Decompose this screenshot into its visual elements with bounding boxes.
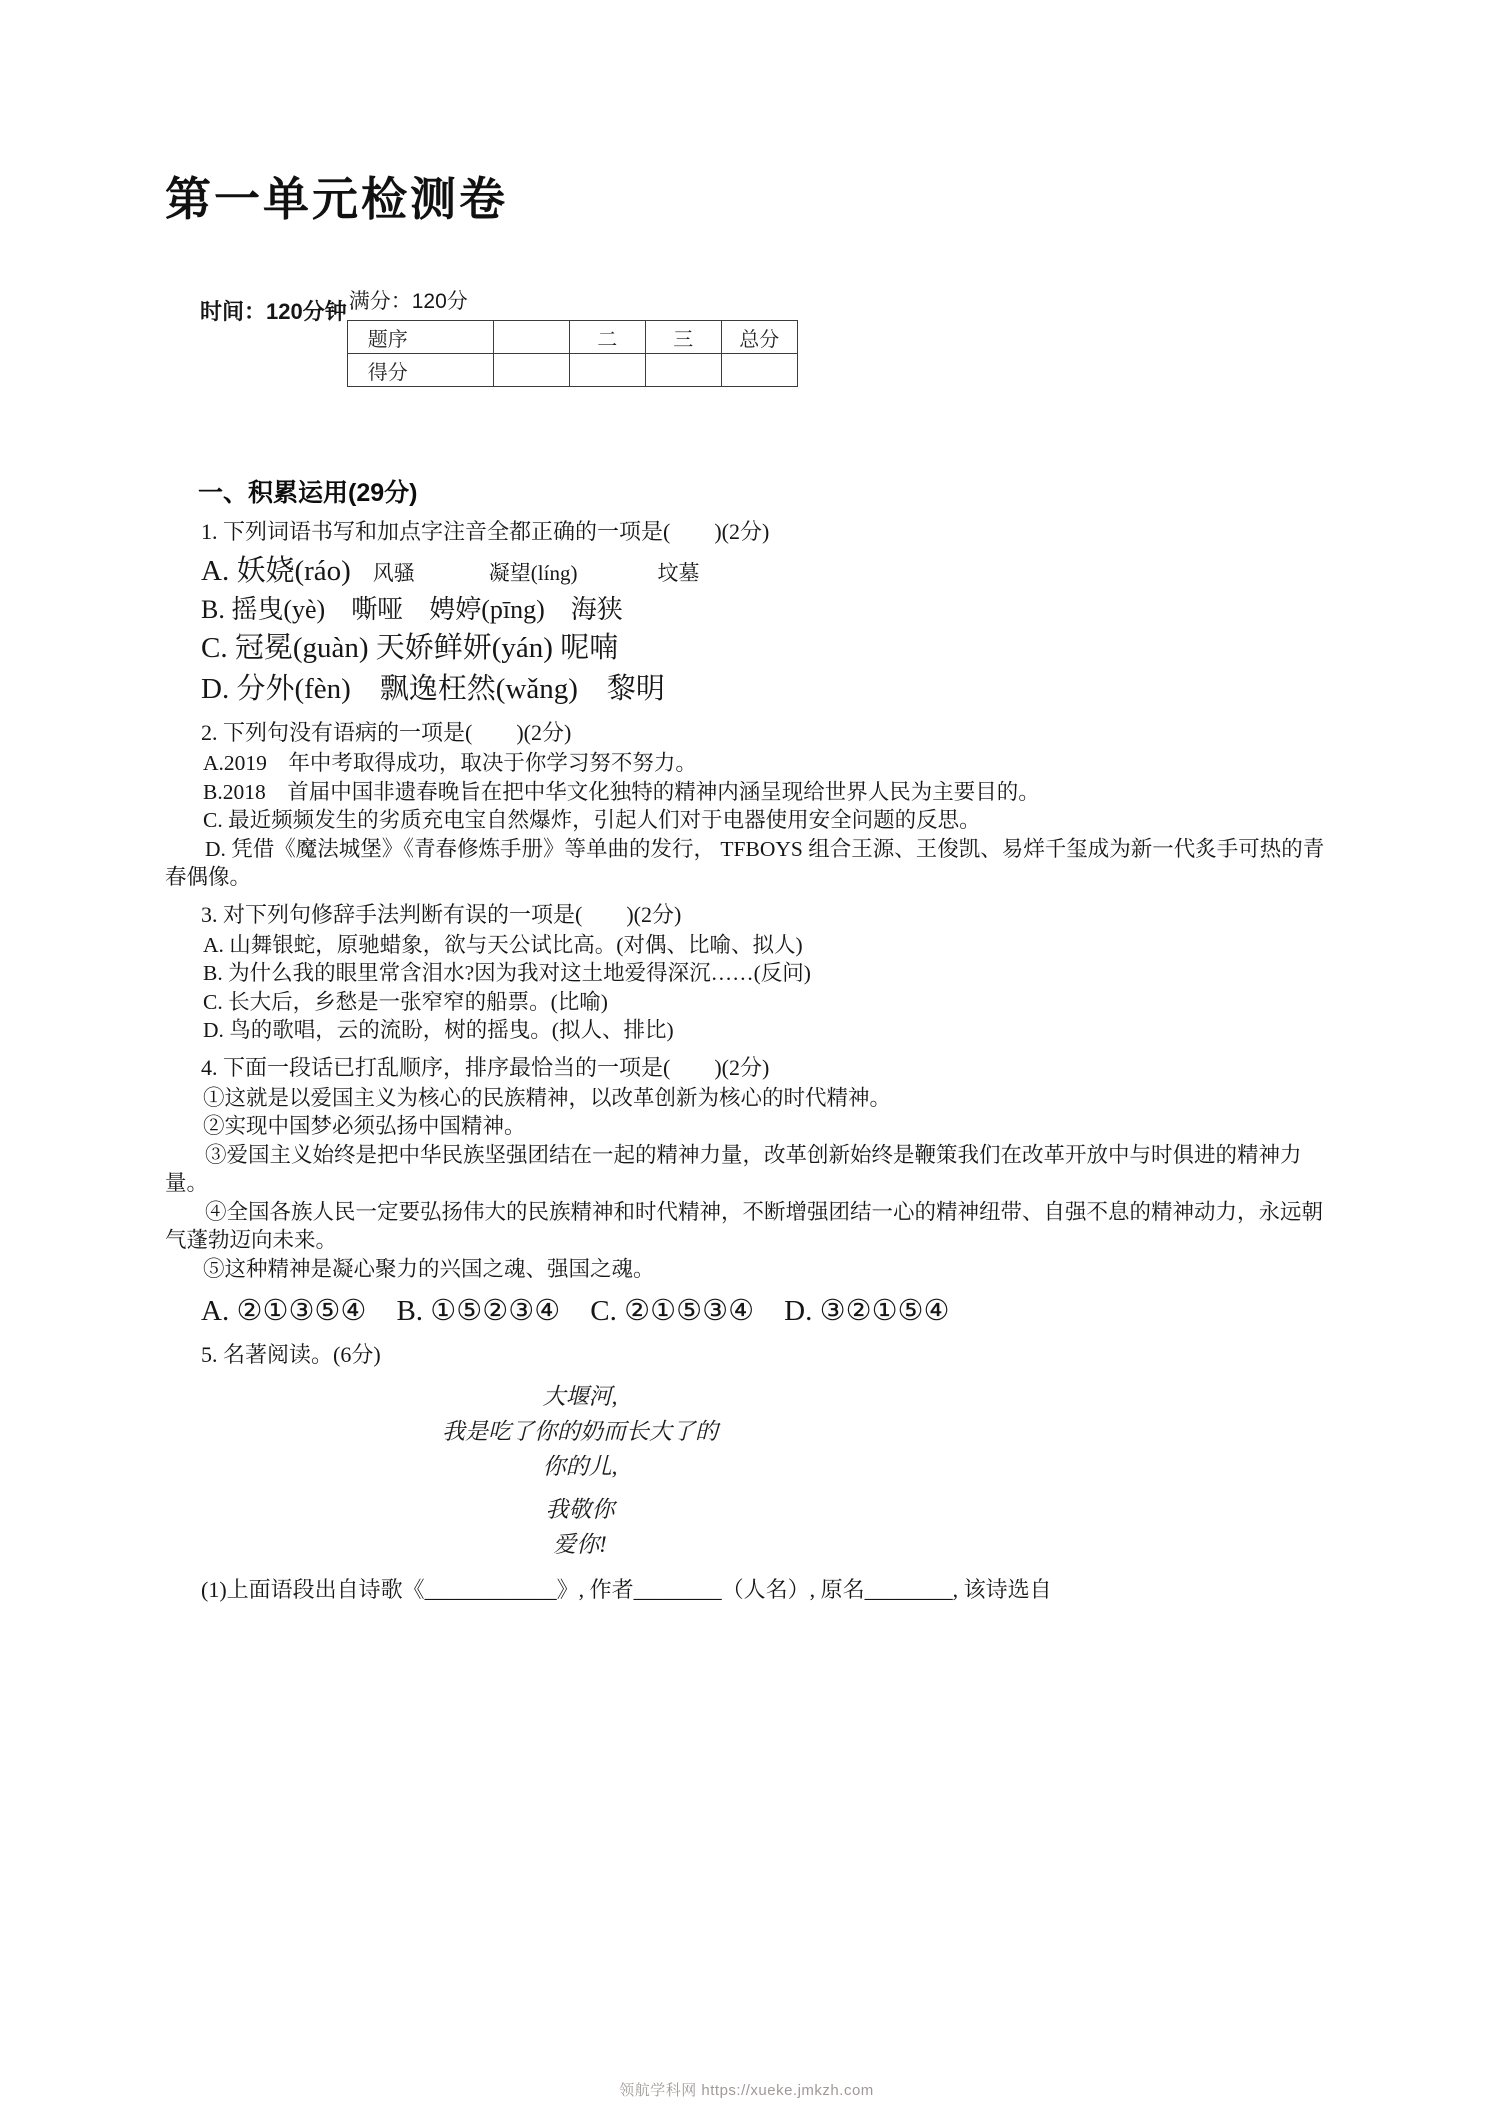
q5-stem: 5. 名著阅读。(6分)	[201, 1342, 381, 1367]
q4-choice-b: B. ①⑤②③④	[396, 1295, 561, 1327]
score-table	[347, 320, 798, 387]
cell-total: 总分	[721, 321, 797, 354]
cell-score-two	[569, 354, 645, 387]
q4-answer-choices	[165, 1290, 1335, 1332]
q4-sentence-5: ⑤这种精神是凝心聚力的兴国之魂、强国之魂。	[203, 1256, 655, 1281]
q2-option-a: A.2019 年中考取得成功，取决于你学习努不努力。	[203, 751, 697, 775]
cell-score-total	[721, 354, 797, 387]
q5-poem-excerpt	[165, 1379, 995, 1562]
q3-option-a: A. 山舞银蛇，原驰蜡象，欲与天公试比高。(对偶、比喻、拟人)	[203, 932, 803, 957]
q4-sentence-3: ③爱国主义始终是把中华民族坚强团结在一起的精神力量，改革创新始终是鞭策我们在改革开放中与时俱进的精神力量。	[165, 1142, 1302, 1195]
score-table-score-row	[347, 354, 797, 387]
poem-line: 我是吃了你的奶而长大了的	[442, 1419, 718, 1444]
time-limit-label: 时间：120分钟	[200, 299, 347, 324]
section-one-heading: 一、积累运用(29分)	[198, 479, 418, 507]
q4-choice-c: C. ②①⑤③④	[590, 1295, 755, 1327]
exam-meta-row	[165, 285, 1335, 387]
q4-sentence-4: ④全国各族人民一定要弘扬伟大的民族精神和时代精神，不断增强团结一心的精神纽带、自强不息的精神动力，永远朝气蓬勃迈向未来。	[165, 1199, 1324, 1252]
q3-option-c: C. 长大后，乡愁是一张窄窄的船票。(比喻)	[203, 989, 608, 1014]
score-area	[347, 285, 798, 387]
q3-option-d: D. 鸟的歌唱，云的流盼，树的摇曳。(拟人、排比)	[203, 1018, 674, 1042]
cell-question-order: 题序	[347, 321, 493, 354]
poem-line: 大堰河,	[542, 1384, 618, 1409]
q3-stem: 3. 对下列句修辞手法判断有误的一项是( )(2分)	[201, 901, 682, 927]
q4-sentence-2: ②实现中国梦必须弘扬中国精神。	[203, 1114, 526, 1138]
page-title: 第一单元检测卷	[165, 173, 508, 225]
watermark-footer: 领航学科网 https://xueke.jmkzh.com	[619, 2082, 874, 2099]
q2-option-d: D. 凭借《魔法城堡》《青春修炼手册》等单曲的发行， TFBOYS 组合王源、王俊凯、易烊千玺成为新一代炙手可热的青春偶像。	[165, 836, 1325, 889]
q4-sentence-1: ①这就是以爱国主义为核心的民族精神，以改革创新为核心的时代精神。	[203, 1085, 892, 1110]
q1-option-c: C. 冠冕(guàn) 天娇鲜妍(yán) 呢喃	[201, 632, 619, 664]
q2-option-b: B.2018 首届中国非遗春晚旨在把中华文化独特的精神内涵呈现给世界人民为主要目的。	[203, 779, 1040, 804]
q1-option-a	[165, 551, 1335, 591]
poem-line: 我敬你	[545, 1497, 615, 1522]
score-table-header-row	[347, 321, 797, 354]
cell-part-two: 二	[569, 321, 645, 354]
cell-score-one	[493, 354, 569, 387]
q1-option-a-word: 凝望(líng)	[488, 561, 578, 585]
full-score-label: 满分：120分	[348, 290, 468, 313]
q1-option-a-word: 坟墓	[657, 561, 700, 585]
cell-score-label: 得分	[347, 354, 493, 387]
q4-choice-d: D. ③②①⑤④	[784, 1295, 950, 1327]
poem-line: 你的儿,	[542, 1454, 618, 1479]
q5-sub-question-1: (1)上面语段出自诗歌《____________》, 作者________（人名）, 原名________, 该诗选自	[201, 1577, 1052, 1602]
q4-choice-a: A. ②①③⑤④	[201, 1295, 367, 1327]
q3-option-b: B. 为什么我的眼里常含泪水?因为我对这土地爱得深沉……(反问)	[203, 961, 811, 985]
cell-part-one	[493, 321, 569, 354]
q4-stem: 4. 下面一段话已打乱顺序，排序最恰当的一项是( )(2分)	[201, 1054, 770, 1080]
q2-option-c: C. 最近频频发生的劣质充电宝自然爆炸，引起人们对于电器使用安全问题的反思。	[203, 808, 981, 832]
q1-option-a-main: A. 妖娆(ráo)	[201, 555, 351, 587]
cell-score-three	[645, 354, 721, 387]
poem-line: 爱你!	[553, 1532, 607, 1557]
q1-option-d: D. 分外(fèn) 飘逸枉然(wǎng) 黎明	[201, 673, 665, 705]
cell-part-three: 三	[645, 321, 721, 354]
q1-option-b: B. 摇曳(yè) 嘶哑 娉婷(pīng) 海狭	[201, 595, 623, 624]
q1-stem: 1. 下列词语书写和加点字注音全都正确的一项是( )(2分)	[201, 519, 770, 544]
q2-stem: 2. 下列句没有语病的一项是( )(2分)	[201, 720, 572, 745]
q1-option-a-word: 风骚	[372, 561, 415, 585]
